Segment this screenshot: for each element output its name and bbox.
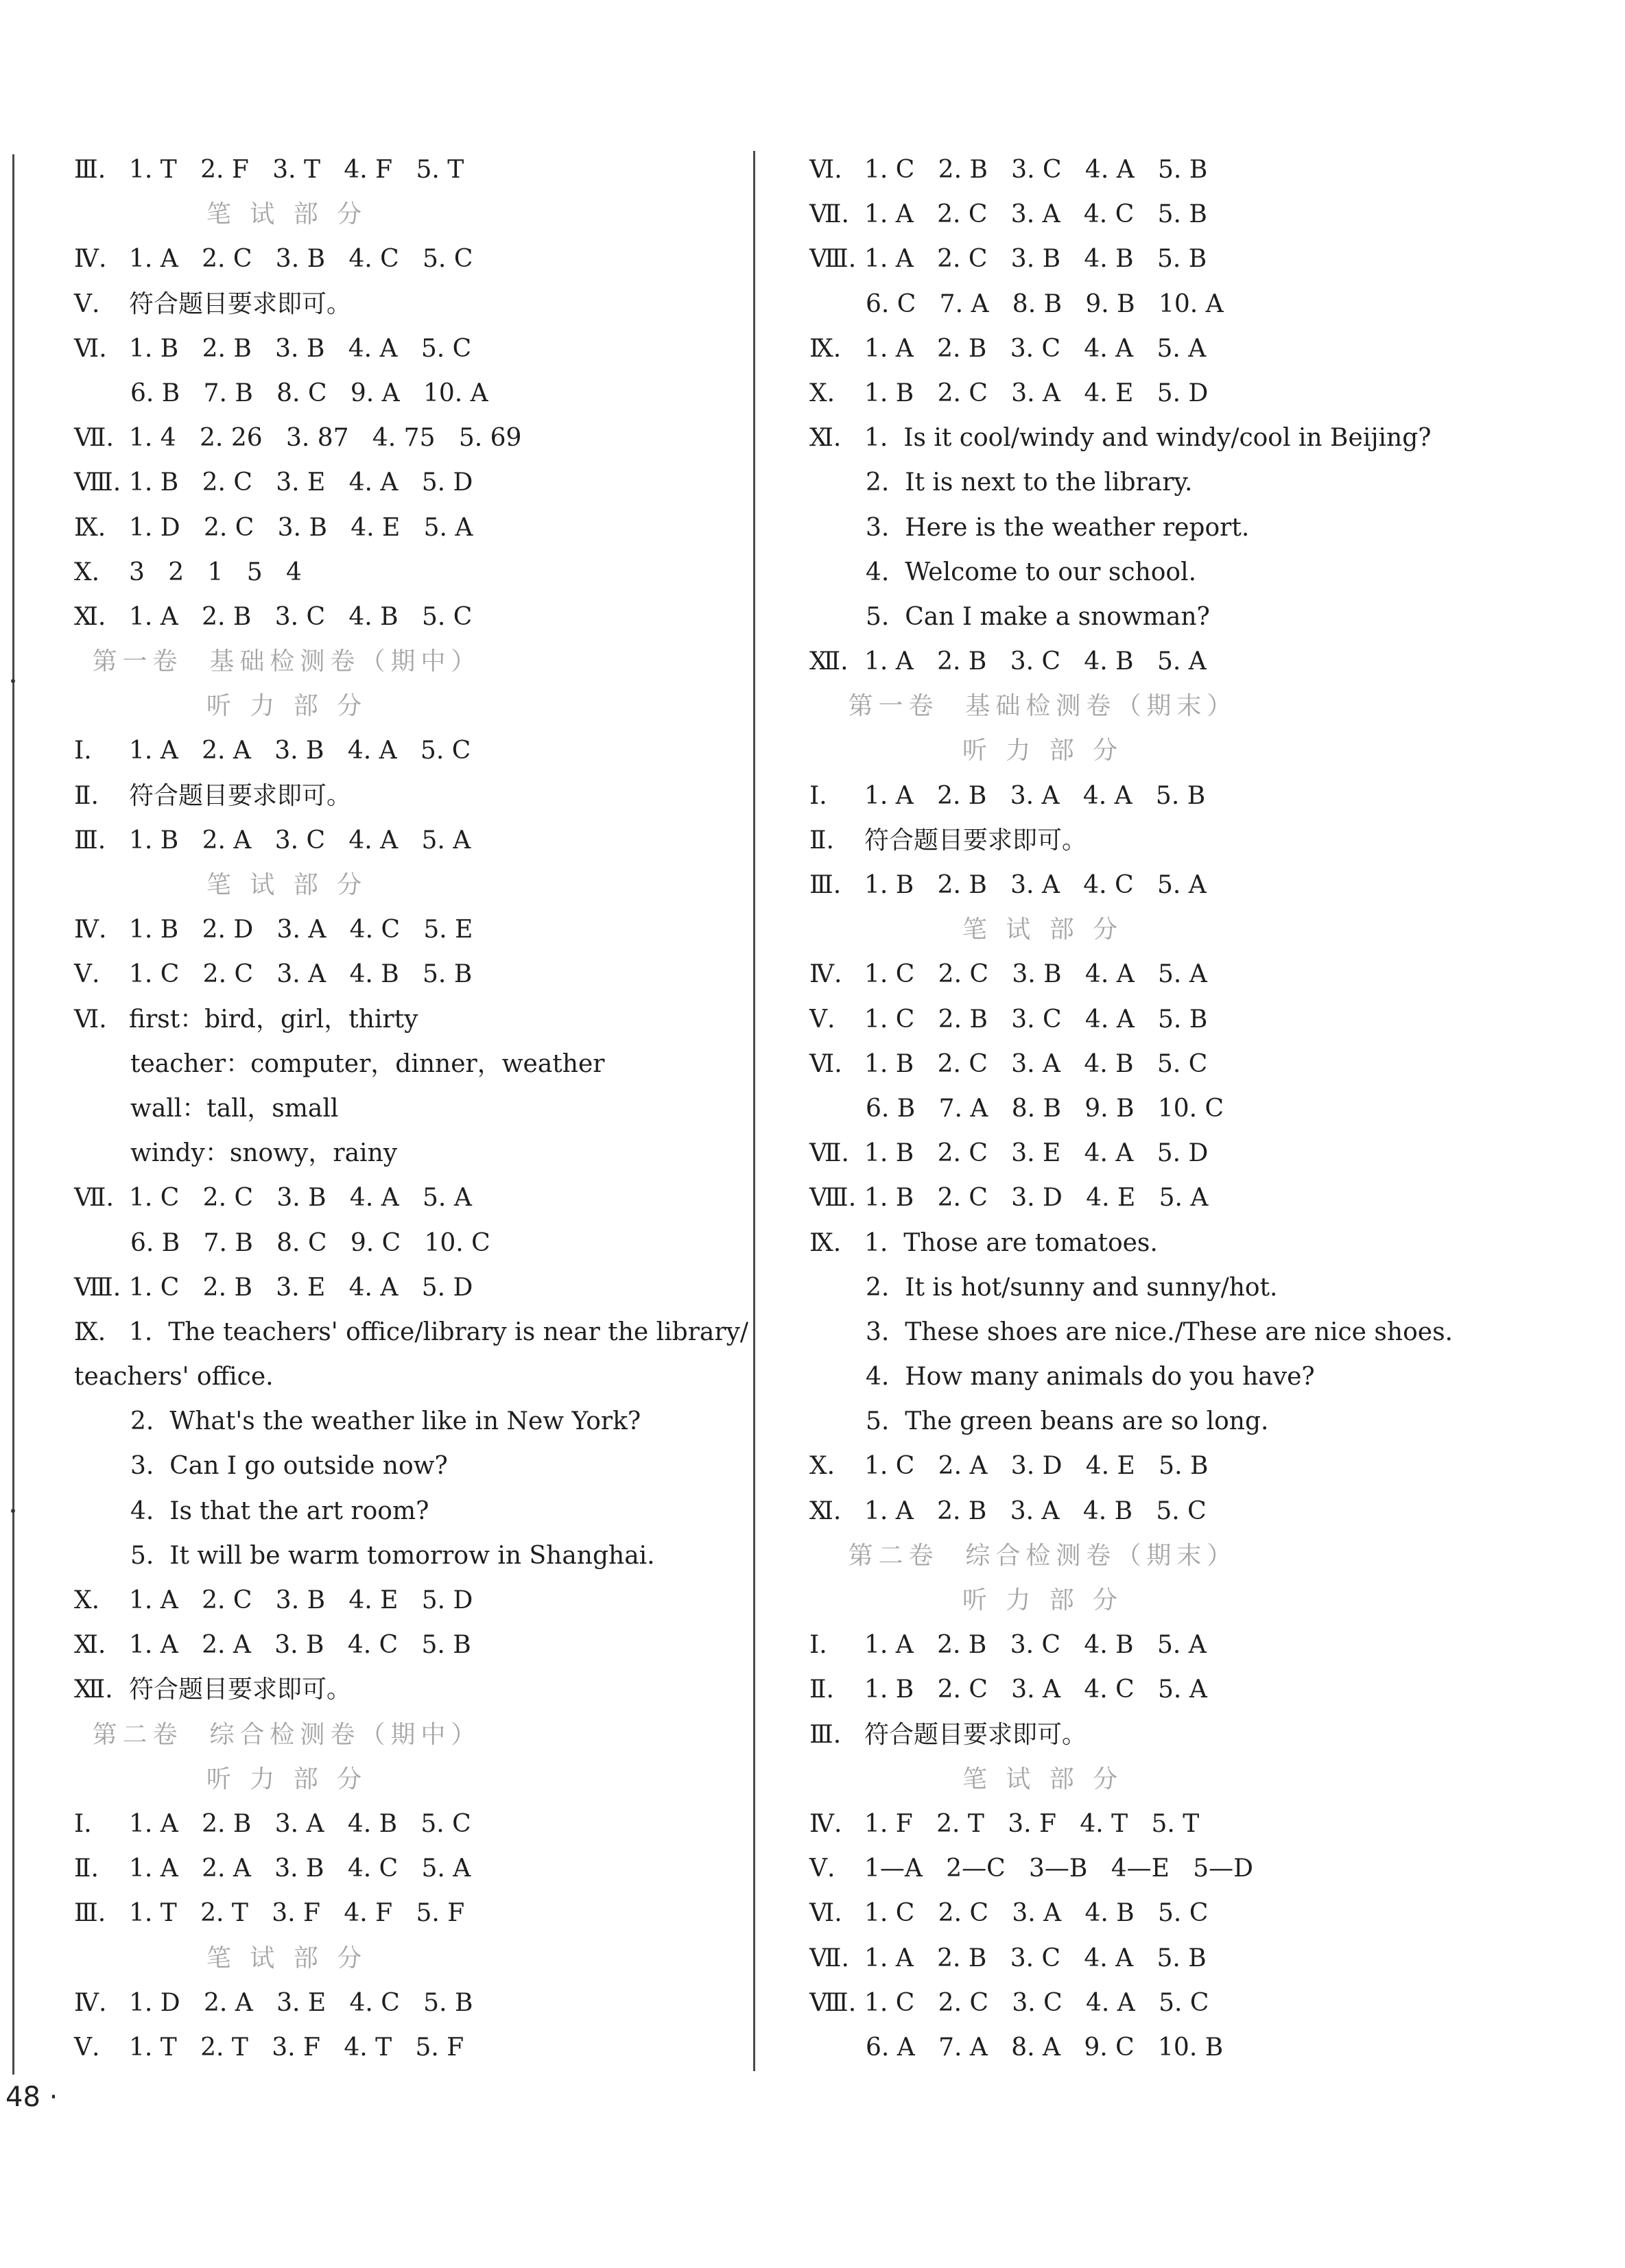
answer-text: 4. Is that the art room? — [130, 1496, 429, 1525]
answer-text: 1. A 2. B 3. A 4. B 5. C — [864, 1496, 1207, 1525]
answer-line — [74, 1354, 733, 1399]
answer-text: 1. D 2. C 3. B 4. E 5. A — [129, 513, 473, 542]
question-number: Ⅳ. — [809, 1809, 842, 1838]
answer-text: 1. A 2. A 3. B 4. C 5. A — [129, 1854, 471, 1883]
answer-line — [74, 1221, 733, 1265]
answer-line — [74, 1265, 733, 1310]
answer-text: 5. The green beans are so long. — [866, 1407, 1269, 1436]
answer-text: first：bird，girl，thirty — [129, 1005, 418, 1034]
answer-line — [74, 1399, 733, 1444]
section-heading: 第一卷 基础检测卷（期末） — [848, 692, 1237, 721]
left-column — [74, 147, 749, 2070]
question-number: Ⅰ. — [74, 1809, 92, 1838]
answer-line — [809, 818, 1495, 863]
answer-line — [809, 371, 1495, 416]
answer-line — [74, 1802, 733, 1846]
question-number: Ⅲ. — [74, 826, 106, 855]
answer-text: 1. C 2. C 3. A 4. B 5. B — [129, 960, 473, 989]
answer-text: 1. C 2. C 3. A 4. B 5. C — [864, 1899, 1209, 1928]
answer-text: 1. A 2. B 3. C 4. A 5. B — [864, 1944, 1207, 1972]
right-column — [809, 147, 1495, 2070]
answer-text: 1—A 2—C 3—B 4—E 5—D — [864, 1854, 1253, 1883]
question-number: Ⅷ. — [809, 1988, 857, 2017]
section-heading: 笔 试 部 分 — [206, 200, 368, 229]
question-number: Ⅲ. — [809, 871, 842, 899]
answer-text: 1. A 2. A 3. B 4. A 5. C — [129, 737, 471, 765]
margin-mark — [11, 679, 15, 683]
question-number: Ⅱ. — [74, 781, 99, 810]
answer-line — [74, 416, 733, 460]
answer-text: 1. C 2. C 3. B 4. A 5. A — [864, 960, 1207, 989]
question-number: Ⅱ. — [74, 1854, 99, 1883]
answer-text: 1. B 2. A 3. C 4. A 5. A — [129, 826, 471, 855]
answer-line — [809, 1399, 1495, 1444]
answer-line — [74, 1131, 733, 1175]
answer-line — [809, 863, 1495, 907]
answer-text: 1. A 2. C 3. B 4. C 5. C — [129, 245, 473, 274]
answer-text: 4. How many animals do you have? — [866, 1363, 1315, 1392]
answer-text: 1. C 2. A 3. D 4. E 5. B — [864, 1452, 1209, 1481]
answer-line — [809, 460, 1495, 505]
question-number: Ⅴ. — [74, 960, 100, 989]
answer-text: 4. Welcome to our school. — [866, 558, 1197, 586]
answer-text: 1. B 2. B 3. A 4. C 5. A — [864, 871, 1207, 899]
answer-text: 6. B 7. B 8. C 9. C 10. C — [130, 1228, 490, 1257]
answer-text: 1. T 2. T 3. F 4. F 5. F — [129, 1899, 465, 1928]
answer-text: 1. F 2. T 3. F 4. T 5. T — [864, 1809, 1200, 1838]
answer-text: 6. C 7. A 8. B 9. B 10. A — [866, 289, 1224, 318]
question-number: Ⅵ. — [809, 156, 842, 184]
answer-text: 2. It is hot/sunny and sunny/hot. — [866, 1273, 1278, 1302]
answer-line — [74, 1891, 733, 1935]
answer-text: 1. A 2. B 3. C 4. A 5. A — [864, 334, 1207, 363]
answer-line — [809, 1042, 1495, 1086]
answer-line — [809, 416, 1495, 460]
answer-text: 1. Is it cool/windy and windy/cool in Beijing? — [864, 424, 1432, 453]
answer-line — [74, 1489, 733, 1533]
answer-text: 3 2 1 5 4 — [129, 558, 302, 586]
answer-line — [809, 505, 1495, 550]
answer-line — [74, 818, 733, 863]
question-number: Ⅵ. — [809, 1899, 842, 1928]
question-number: Ⅶ. — [809, 1944, 849, 1972]
answer-line — [74, 1042, 733, 1086]
answer-line — [809, 1221, 1495, 1265]
question-number: Ⅶ. — [809, 1139, 849, 1168]
answer-line — [74, 997, 733, 1042]
question-number: Ⅵ. — [809, 1049, 842, 1078]
answer-line — [809, 1444, 1495, 1488]
answer-line — [809, 997, 1495, 1042]
answer-text: 1. A 2. C 3. B 4. B 5. B — [864, 245, 1207, 274]
answer-line — [809, 1623, 1495, 1667]
question-number: Ⅶ. — [74, 1184, 114, 1213]
answer-line — [809, 1310, 1495, 1354]
answer-text: 1. A 2. B 3. C 4. B 5. C — [129, 602, 473, 631]
question-number: Ⅷ. — [74, 1273, 121, 1302]
question-number: Ⅳ. — [74, 1988, 107, 2017]
answer-line — [809, 1802, 1495, 1846]
section-heading: 第二卷 综合检测卷（期末） — [848, 1541, 1237, 1570]
question-number: Ⅺ. — [809, 1496, 842, 1525]
answer-text: 1. 4 2. 26 3. 87 4. 75 5. 69 — [129, 424, 522, 453]
answer-line — [74, 1578, 733, 1623]
answer-text: 1. A 2. B 3. C 4. B 5. A — [864, 1631, 1207, 1660]
section-heading: 听 力 部 分 — [962, 737, 1124, 765]
answer-line — [809, 639, 1495, 684]
answer-text: 2. It is next to the library. — [866, 468, 1193, 497]
answer-line — [74, 550, 733, 595]
question-number: Ⅶ. — [74, 424, 114, 453]
answer-line — [809, 147, 1495, 192]
answer-line — [74, 1310, 749, 1354]
answer-text: 6. A 7. A 8. A 9. C 10. B — [866, 2033, 1224, 2062]
answer-line — [74, 237, 733, 281]
answer-text: 符合题目要求即可。 — [129, 1675, 352, 1704]
question-number: Ⅰ. — [74, 737, 92, 765]
question-number: Ⅰ. — [809, 781, 827, 810]
answer-line — [809, 595, 1495, 639]
answer-line — [809, 1131, 1495, 1175]
answer-line — [74, 1981, 733, 2025]
answer-line — [74, 282, 733, 326]
answer-line — [809, 774, 1495, 818]
question-number: Ⅻ. — [74, 1675, 113, 1704]
answer-line — [74, 952, 733, 996]
question-number: Ⅲ. — [74, 156, 106, 184]
answer-line — [809, 1891, 1495, 1935]
question-number: Ⅻ. — [809, 647, 849, 676]
answer-text: windy：snowy，rainy — [130, 1139, 398, 1168]
question-number: Ⅴ. — [74, 289, 100, 318]
answer-line — [74, 907, 733, 952]
answer-text: 1. B 2. C 3. E 4. A 5. D — [864, 1139, 1209, 1168]
section-heading: 第二卷 综合检测卷（期中） — [92, 1720, 482, 1749]
answer-line — [809, 1936, 1495, 1981]
answer-text: 符合题目要求即可。 — [864, 1720, 1087, 1749]
answer-text: 符合题目要求即可。 — [864, 826, 1087, 855]
answer-line — [809, 1086, 1495, 1131]
question-number: Ⅲ. — [74, 1899, 106, 1928]
answer-text: 1. B 2. C 3. A 4. C 5. A — [864, 1675, 1207, 1704]
answer-line — [74, 774, 733, 818]
question-number: Ⅵ. — [74, 334, 107, 363]
question-number: Ⅷ. — [809, 245, 857, 274]
answer-text: teachers' office. — [74, 1363, 274, 1392]
answer-line — [809, 952, 1495, 996]
answer-text: 1. A 2. C 3. B 4. E 5. D — [129, 1586, 473, 1614]
question-number: Ⅴ. — [74, 2033, 100, 2062]
question-number: Ⅵ. — [74, 1005, 107, 1034]
answer-text: 符合题目要求即可。 — [129, 781, 352, 810]
answer-text: 1. A 2. B 3. A 4. A 5. B — [864, 781, 1206, 810]
answer-line — [809, 1846, 1495, 1891]
answer-text: 3. Here is the weather report. — [866, 513, 1250, 542]
section-heading: 笔 试 部 分 — [206, 871, 368, 899]
answer-text: 1. B 2. B 3. B 4. A 5. C — [129, 334, 472, 363]
answer-line — [809, 1489, 1495, 1533]
section-heading: 听 力 部 分 — [206, 1765, 368, 1793]
question-number: Ⅺ. — [74, 1631, 106, 1660]
section-heading: 笔 试 部 分 — [206, 1944, 368, 1972]
answer-text: 1. C 2. B 3. E 4. A 5. D — [129, 1273, 473, 1302]
answer-line — [74, 326, 733, 371]
answer-line — [809, 2025, 1495, 2070]
answer-text: 3. Can I go outside now? — [130, 1452, 448, 1481]
answer-text: 1. A 2. B 3. C 4. B 5. A — [864, 647, 1207, 676]
question-number: Ⅳ. — [74, 916, 107, 944]
answer-text: 1. A 2. A 3. B 4. C 5. B — [129, 1631, 471, 1660]
answer-text: 3. These shoes are nice./These are nice shoes. — [866, 1317, 1453, 1346]
answer-line — [74, 1846, 733, 1891]
question-number: Ⅷ. — [809, 1184, 857, 1213]
question-number: Ⅸ. — [809, 1228, 842, 1257]
answer-text: 2. What's the weather like in New York? — [130, 1407, 641, 1436]
answer-line — [809, 1712, 1495, 1757]
answer-line — [74, 1175, 733, 1220]
answer-text: 1. T 2. T 3. F 4. T 5. F — [129, 2033, 464, 2062]
answer-text: 6. B 7. B 8. C 9. A 10. A — [130, 379, 488, 407]
answer-line — [74, 595, 733, 639]
answer-text: 1. B 2. C 3. D 4. E 5. A — [864, 1184, 1209, 1213]
answer-line — [809, 1265, 1495, 1310]
question-number: Ⅸ. — [74, 1317, 106, 1346]
question-number: Ⅳ. — [74, 245, 107, 274]
answer-text: 符合题目要求即可。 — [129, 289, 352, 318]
section-heading: 听 力 部 分 — [962, 1586, 1124, 1614]
answer-text: 1. B 2. C 3. E 4. A 5. D — [129, 468, 473, 497]
answer-line — [74, 2025, 733, 2070]
question-number: Ⅱ. — [809, 826, 834, 855]
answer-text: 5. Can I make a snowman? — [866, 602, 1210, 631]
answer-text: 5. It will be warm tomorrow in Shanghai. — [130, 1541, 655, 1570]
question-number: Ⅸ. — [809, 334, 842, 363]
question-number: Ⅳ. — [809, 960, 842, 989]
answer-text: 1. D 2. A 3. E 4. C 5. B — [129, 1988, 473, 2017]
question-number: Ⅶ. — [809, 200, 849, 229]
answer-text: 6. B 7. A 8. B 9. B 10. C — [866, 1094, 1224, 1123]
answer-line — [809, 282, 1495, 326]
question-number: Ⅹ. — [74, 558, 100, 586]
question-number: Ⅴ. — [809, 1005, 835, 1034]
answer-line — [74, 1533, 733, 1578]
answer-line — [74, 147, 733, 192]
answer-text: 1. A 2. C 3. A 4. C 5. B — [864, 200, 1207, 229]
answer-line — [809, 1981, 1495, 2025]
answer-text: 1. B 2. C 3. A 4. E 5. D — [864, 379, 1209, 407]
question-number: Ⅴ. — [809, 1854, 835, 1883]
answer-line — [74, 505, 733, 550]
answer-line — [809, 1175, 1495, 1220]
page-number: 48 · — [5, 2081, 58, 2113]
question-number: Ⅹ. — [74, 1586, 100, 1614]
answer-text: 1. B 2. D 3. A 4. C 5. E — [129, 916, 473, 944]
answer-line — [809, 550, 1495, 595]
answer-line — [809, 1667, 1495, 1712]
answer-text: 1. A 2. B 3. A 4. B 5. C — [129, 1809, 471, 1838]
answer-text: 1. B 2. C 3. A 4. B 5. C — [864, 1049, 1208, 1078]
answer-text: 1. Those are tomatoes. — [864, 1228, 1158, 1257]
answer-line — [74, 1623, 733, 1667]
answer-text: 1. C 2. B 3. C 4. A 5. B — [864, 1005, 1208, 1034]
section-heading: 笔 试 部 分 — [962, 916, 1124, 944]
answer-line — [809, 192, 1495, 237]
answer-text: wall：tall，small — [130, 1094, 339, 1123]
question-number: Ⅸ. — [74, 513, 106, 542]
question-number: Ⅰ. — [809, 1631, 827, 1660]
answer-text: 1. C 2. C 3. B 4. A 5. A — [129, 1184, 472, 1213]
answer-line — [74, 460, 733, 505]
answer-line — [809, 326, 1495, 371]
question-number: Ⅺ. — [74, 602, 106, 631]
answer-line — [74, 371, 733, 416]
question-number: Ⅹ. — [809, 379, 835, 407]
question-number: Ⅹ. — [809, 1452, 835, 1481]
section-heading: 第一卷 基础检测卷（期中） — [92, 647, 482, 676]
answer-text: teacher：computer，dinner，weather — [130, 1049, 605, 1078]
answer-text: 1. C 2. B 3. C 4. A 5. B — [864, 156, 1208, 184]
question-number: Ⅺ. — [809, 424, 842, 453]
section-heading: 听 力 部 分 — [206, 692, 368, 721]
answer-text: 1. C 2. C 3. C 4. A 5. C — [864, 1988, 1209, 2017]
answer-line — [74, 728, 733, 773]
margin-mark — [11, 1509, 15, 1513]
answer-line — [74, 1086, 733, 1131]
question-number: Ⅷ. — [74, 468, 121, 497]
answer-line — [809, 237, 1495, 281]
answer-line — [74, 1444, 733, 1488]
question-number: Ⅲ. — [809, 1720, 842, 1749]
answer-text: 1. The teachers' office/library is near the library/ — [129, 1317, 749, 1346]
section-heading: 笔 试 部 分 — [962, 1765, 1124, 1793]
answer-line — [809, 1354, 1495, 1399]
answer-line — [74, 1667, 733, 1712]
question-number: Ⅱ. — [809, 1675, 834, 1704]
answer-text: 1. T 2. F 3. T 4. F 5. T — [129, 156, 464, 184]
column-divider — [753, 151, 755, 2071]
left-margin-rule — [12, 154, 14, 2075]
